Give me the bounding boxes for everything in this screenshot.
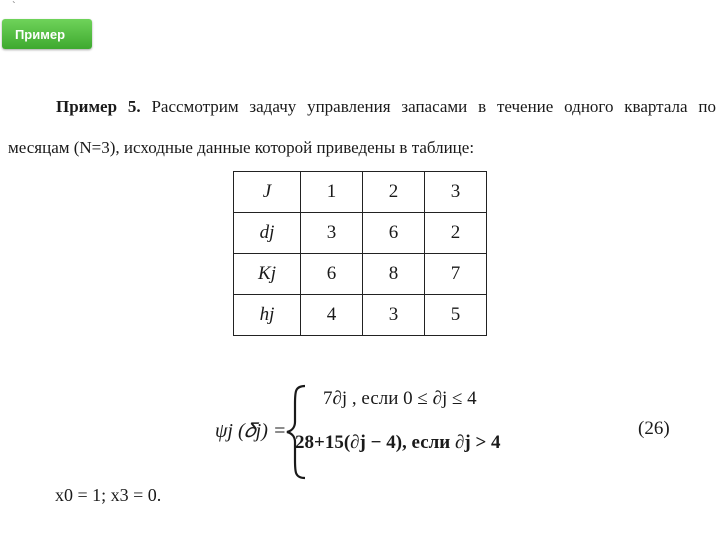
word: задачу (249, 97, 297, 116)
formula-case-2: 28+15(∂j − 4), если ∂j > 4 (295, 432, 501, 453)
word: одного (564, 97, 614, 116)
table-cell: 3 (301, 213, 363, 254)
example-badge: Пример (2, 19, 92, 49)
table-cell: 1 (301, 172, 363, 213)
word: в (478, 97, 487, 116)
paragraph-line-2: месяцам (N=3), исходные данные которой приведены в таблице: (8, 138, 475, 157)
paragraph-line-1 (56, 97, 716, 117)
word: квартала (624, 97, 688, 116)
table-row (234, 213, 487, 254)
data-table (233, 171, 487, 336)
word: Пример (56, 97, 118, 116)
initial-conditions: x0 = 1; x3 = 0. (55, 485, 162, 505)
row-label: J (234, 172, 301, 213)
table-row (234, 254, 487, 295)
table-cell: 7 (425, 254, 487, 295)
table-cell: 6 (363, 213, 425, 254)
table-row (234, 172, 487, 213)
word: запасами (401, 97, 468, 116)
table-cell: 2 (425, 213, 487, 254)
row-label: dj (234, 213, 301, 254)
stray-mark: ` (12, 0, 16, 12)
table-cell: 4 (301, 295, 363, 336)
row-label: Kj (234, 254, 301, 295)
word: течение (496, 97, 554, 116)
table-cell: 5 (425, 295, 487, 336)
table-cell: 3 (425, 172, 487, 213)
table-cell: 8 (363, 254, 425, 295)
word: управления (307, 97, 391, 116)
table-cell: 6 (301, 254, 363, 295)
word: 5. (127, 97, 141, 116)
table-cell: 3 (363, 295, 425, 336)
table-cell: 2 (363, 172, 425, 213)
formula-case-1: 7∂j , если 0 ≤ ∂j ≤ 4 (323, 388, 477, 409)
formula-lhs: ψj (𝛿j) = (215, 420, 287, 442)
equation-number: (26) (638, 418, 670, 439)
word: Рассмотрим (151, 97, 239, 116)
word: по (698, 97, 716, 116)
table-row (234, 295, 487, 336)
row-label: hj (234, 295, 301, 336)
